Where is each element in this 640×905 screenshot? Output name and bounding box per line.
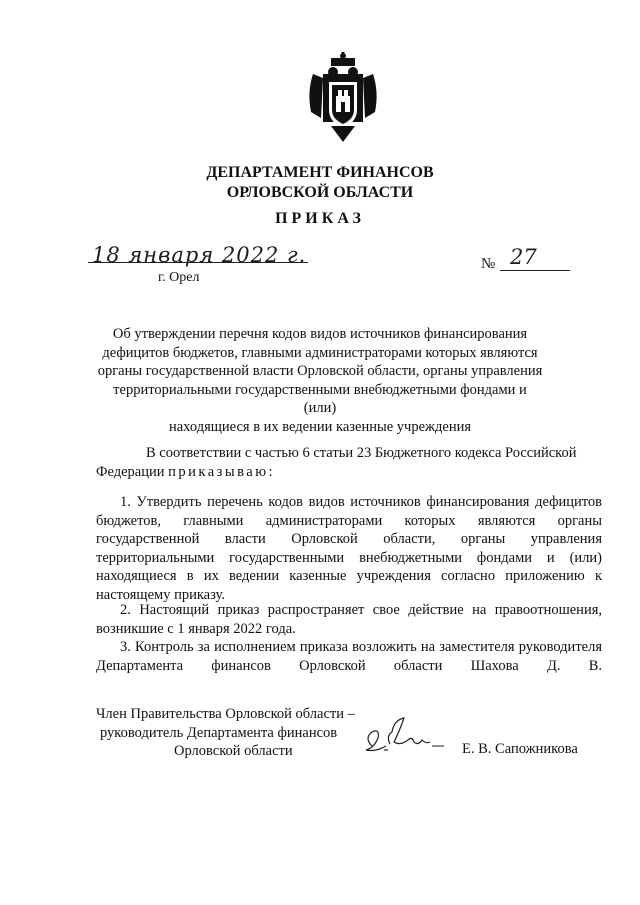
- number-underline: [500, 270, 570, 271]
- subject-line: органы государственной власти Орловской области, органы управления: [97, 363, 543, 379]
- organization-line-2: ОРЛОВСКОЙ ОБЛАСТИ: [226, 184, 414, 201]
- signatory-position-line-1: Член Правительства Орловской области –: [96, 706, 355, 722]
- preamble-line-1: В соответствии с частью 6 статьи 23 Бюджетного кодекса Российской: [146, 445, 577, 461]
- document-type: ПРИКАЗ: [275, 210, 365, 227]
- handwritten-signature: [360, 716, 450, 758]
- document-number: 27: [510, 245, 537, 269]
- order-item-text: 2. Настоящий приказ распространяет свое действие на правоотношения, возникшие с 1 января 2022 года.: [96, 602, 602, 637]
- order-item-text: 3. Контроль за исполнением приказа возложить на заместителя руководителя Департамента финансов Орловской области Шахова Д. В.: [96, 639, 602, 674]
- signatory-position-line-2: руководитель Департамента финансов: [100, 724, 338, 741]
- organization-name: [0, 163, 640, 203]
- preamble: [96, 444, 602, 481]
- subject-line: дефицитов бюджетов, главными администраторами которых являются: [102, 344, 538, 361]
- preamble-line-2-start: Федерации: [96, 463, 165, 480]
- order-word: приказываю:: [168, 463, 276, 480]
- order-item-3: [96, 638, 602, 675]
- number-label: №: [481, 256, 496, 272]
- document-date: 18 января 2022 г.: [92, 243, 307, 267]
- organization-line-1: ДЕПАРТАМЕНТ ФИНАНСОВ: [206, 164, 434, 181]
- subject-line: территориальными государственными внебюджетными фондами и (или): [113, 381, 527, 416]
- signatory-position-line-3: Орловской области: [174, 743, 293, 759]
- subject-line: Об утверждении перечня кодов видов источников финансирования: [112, 326, 528, 342]
- signatory-name: Е. В. Сапожникова: [462, 741, 578, 757]
- subject-line: находящиеся в их ведении казенные учреждения: [168, 418, 472, 435]
- signatory-position: [96, 705, 355, 761]
- coat-of-arms-icon: [305, 52, 381, 144]
- order-item-text: 1. Утвердить перечень кодов видов источников финансирования дефицитов бюджетов, главными администраторами которых являются органы государственной власти Орловской области, органы управления территориальными государственными внебюджетными фондами и (или) находящиеся в их ведении казенные учреждения согласно приложению к настоящему приказу.: [96, 494, 602, 603]
- order-item-2: [96, 601, 602, 638]
- order-item-1: [96, 493, 602, 604]
- preamble-line-2: [96, 463, 602, 482]
- document-subject: [96, 325, 544, 436]
- document-city: г. Орел: [158, 270, 200, 285]
